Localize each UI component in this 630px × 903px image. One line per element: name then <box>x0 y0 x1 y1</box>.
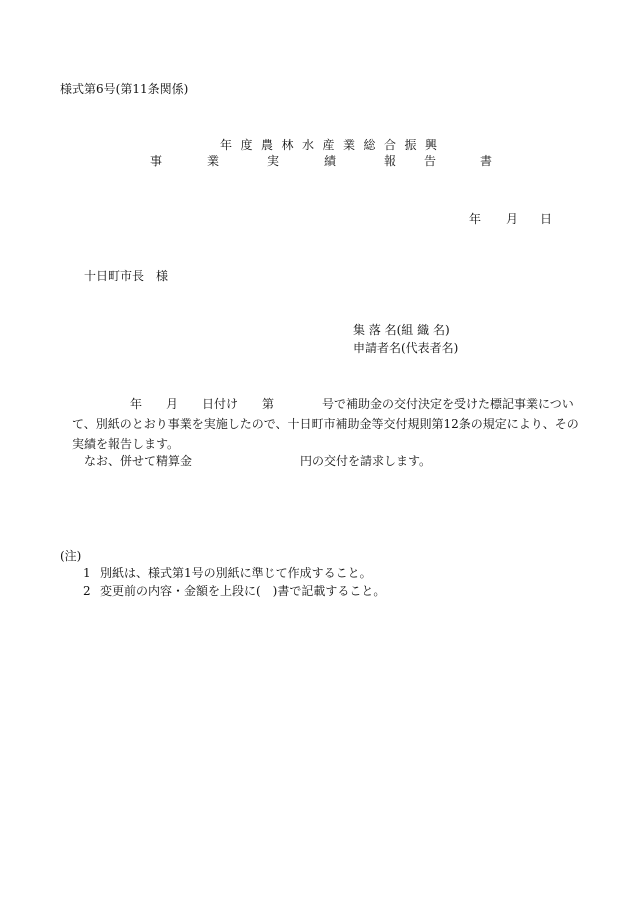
notes-header: (注) <box>60 549 82 563</box>
title-char: 報 <box>384 154 397 168</box>
date-day: 日 <box>540 212 553 226</box>
title-line-1: 年度農林水産業総合振興 <box>220 138 446 152</box>
note-item <box>83 566 372 580</box>
body-line-3: 実績を報告します。 <box>72 437 180 451</box>
body-line-1: 年 月 日付け 第 号で補助金の交付決定を受けた標記事業につい <box>130 397 574 411</box>
title-char: 業 <box>207 154 220 168</box>
note-text: 別紙は、様式第1号の別紙に準じて作成すること。 <box>100 566 372 580</box>
note-number: 2 <box>83 584 91 598</box>
title-char: 告 <box>424 154 437 168</box>
date-line <box>469 212 553 226</box>
title-char: 書 <box>480 154 493 168</box>
date-year: 年 <box>469 212 482 226</box>
applicant-group-label: 集 落 名(組 織 名) <box>353 323 450 337</box>
date-month: 月 <box>506 212 519 226</box>
addressee: 十日町市長 様 <box>84 269 169 283</box>
title-char: 実 <box>267 154 280 168</box>
note-item <box>83 584 385 598</box>
body-line-4: なお、併せて精算金 円の交付を請求します。 <box>84 454 432 468</box>
form-number: 様式第6号(第11条関係) <box>60 82 189 96</box>
title-char: 績 <box>324 154 337 168</box>
note-number: 1 <box>83 566 91 580</box>
applicant-representative-label: 申請者名(代表者名) <box>353 341 459 355</box>
body-line-2: て、別紙のとおり事業を実施したので、十日町市補助金等交付規則第12条の規定により、その <box>72 417 579 431</box>
note-text: 変更前の内容・金額を上段に( )書で記載すること。 <box>100 584 386 598</box>
document-page: 様式第6号(第11条関係) 年度農林水産業総合振興 事 業 実 績 報 告 書 年 月 日 十日町市長 様 集 落 名(組 織 名) 申請者名(代表者名) 年 月 日付け 第 号で補助金の交付決定を受けた標記事業につい て、別紙のとおり事業を実施したので、十日町市補助金等交付規則第12条の規定により、その 実績を報告します。 なお、併せて精算金 円の交付を請求します。 (注) 1 別紙は、様式第1号の別紙に準じて作成すること。 2 変更前の内容・金額を上段に( )書で記載すること。 <box>0 0 630 903</box>
